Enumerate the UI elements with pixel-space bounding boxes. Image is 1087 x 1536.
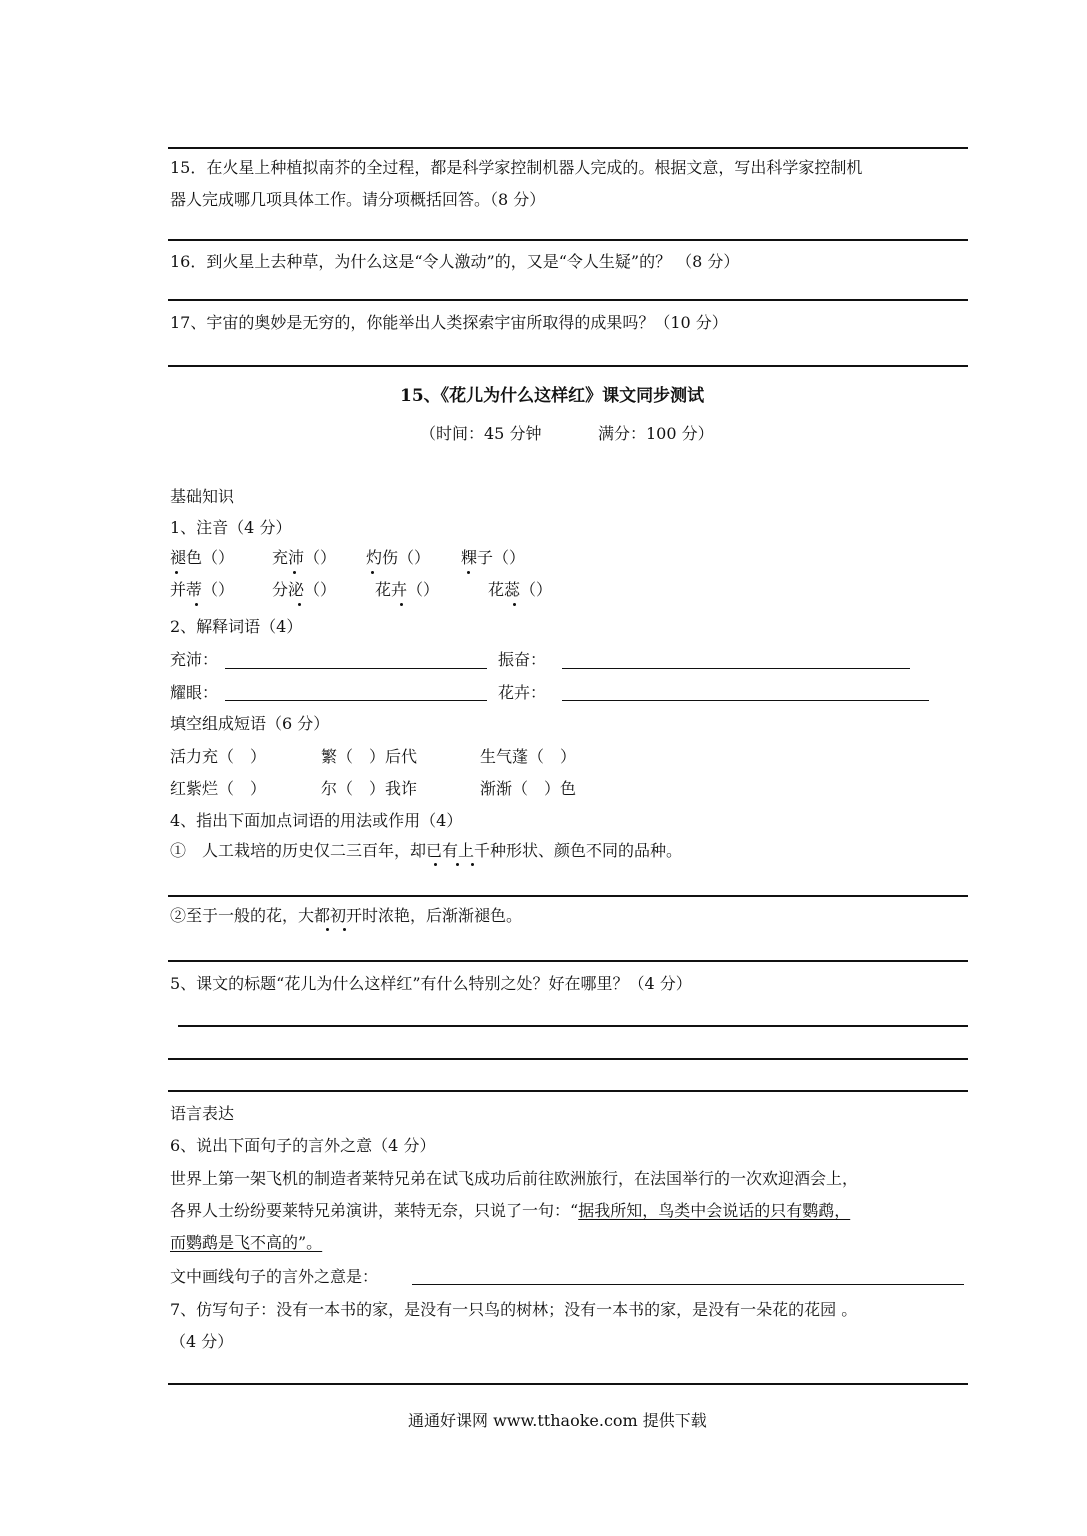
underlined-sentence-end: 而鹦鹉是飞不高的”。 — [170, 1233, 323, 1252]
answer-line — [168, 1383, 968, 1385]
emphasis-dot — [298, 603, 301, 606]
answer-line — [168, 365, 968, 367]
sentence-2: ②至于一般的花，大都初开时浓艳，后渐渐褪色。 — [170, 906, 523, 925]
pinyin-item: 褪色（） — [170, 548, 235, 567]
answer-blank — [562, 668, 910, 669]
emphasis-dot — [195, 603, 198, 606]
answer-line — [168, 299, 968, 301]
emphasis-dot — [343, 928, 346, 931]
phrase-item: 繁（ ）后代 — [321, 747, 418, 766]
answer-line — [168, 1090, 968, 1092]
phrase-item: 红紫烂（ ） — [170, 779, 267, 798]
passage-line1: 世界上第一架飞机的制造者莱特兄弟在试飞成功后前往欧洲旅行，在法国举行的一次欢迎酒会上， — [170, 1169, 859, 1188]
pinyin-item: 花卉（） — [375, 580, 440, 599]
part-7-line2: （4 分） — [170, 1332, 234, 1351]
passage-line2 — [170, 1201, 850, 1221]
pinyin-item: 充沛（） — [272, 548, 337, 567]
pinyin-item: 灼伤（） — [366, 548, 431, 567]
pinyin-item: 花蕊（） — [488, 580, 553, 599]
emphasis-dot — [326, 928, 329, 931]
part-5-title: 5、课文的标题“花儿为什么这样红”有什么特别之处？好在哪里？（4 分） — [170, 974, 692, 993]
exam-score: 满分：100 分） — [598, 424, 714, 443]
phrase-item: 活力充（ ） — [170, 747, 267, 766]
term-label: 耀眼： — [170, 683, 219, 702]
emphasis-dot — [400, 603, 403, 606]
term-label: 花卉： — [498, 683, 547, 702]
part-2-title: 2、解释词语（4） — [170, 617, 303, 636]
section-heading-expression: 语言表达 — [170, 1104, 235, 1123]
emphasis-dot — [456, 863, 459, 866]
term-label: 振奋： — [498, 650, 547, 669]
section-title: 15、《花儿为什么这样红》课文同步测试 — [400, 386, 705, 406]
sentence-1: ① 人工栽培的历史仅二三百年，却已有上千种形状、颜色不同的品种。 — [170, 841, 683, 860]
part-7-line1: 7、仿写句子：没有一本书的家，是没有一只鸟的树林；没有一本书的家，是没有一朵花的花园 。 — [170, 1300, 858, 1319]
question-15-line2: 器人完成哪几项具体工作。请分项概括回答。（8 分） — [170, 190, 546, 209]
passage-text: 各界人士纷纷要莱特兄弟演讲，莱特无奈，只说了一句：“ — [170, 1201, 579, 1220]
answer-line — [168, 239, 968, 241]
question-16: 16．到火星上去种草，为什么这是“令人激动”的，又是“令人生疑”的？ （8 分） — [170, 252, 740, 271]
answer-line — [168, 960, 968, 962]
answer-prompt: 文中画线句子的言外之意是： — [170, 1267, 379, 1286]
phrase-item: 生气蓬（ ） — [480, 747, 577, 766]
answer-blank — [225, 700, 487, 701]
answer-blank — [562, 700, 929, 701]
part-4-title: 4、指出下面加点词语的用法或作用（4） — [170, 811, 463, 830]
part-3-title: 填空组成短语（6 分） — [170, 714, 330, 733]
emphasis-dot — [467, 571, 470, 574]
emphasis-dot — [471, 863, 474, 866]
footer-text: 通通好课网 www.tthaoke.com 提供下载 — [408, 1411, 707, 1430]
term-label: 充沛： — [170, 650, 219, 669]
emphasis-dot — [434, 863, 437, 866]
phrase-item: 尔（ ）我诈 — [321, 779, 418, 798]
pinyin-item: 分泌（） — [272, 580, 337, 599]
pinyin-item: 粿子（） — [461, 548, 526, 567]
part-1-title: 1、注音（4 分） — [170, 518, 292, 537]
answer-blank — [412, 1284, 964, 1285]
divider-line — [168, 147, 968, 149]
underlined-sentence: 据我所知，鸟类中会说话的只有鹦鹉， — [578, 1201, 851, 1220]
emphasis-dot — [371, 571, 374, 574]
emphasis-dot — [293, 571, 296, 574]
emphasis-dot — [513, 603, 516, 606]
emphasis-dot — [175, 571, 178, 574]
exam-time: （时间：45 分钟 — [420, 424, 542, 443]
question-15-line1: 15．在火星上种植拟南芥的全过程，都是科学家控制机器人完成的。根据文意，写出科学家控制机 — [170, 158, 863, 177]
part-6-title: 6、说出下面句子的言外之意（4 分） — [170, 1136, 436, 1155]
answer-line — [178, 1025, 968, 1027]
answer-line — [168, 1058, 968, 1060]
pinyin-item: 并蒂（） — [170, 580, 235, 599]
phrase-item: 渐渐（ ）色 — [480, 779, 577, 798]
answer-blank — [225, 668, 487, 669]
question-17: 17、宇宙的奥妙是无穷的，你能举出人类探索宇宙所取得的成果吗？（10 分） — [170, 313, 728, 332]
section-heading-basic: 基础知识 — [170, 487, 235, 506]
answer-line — [168, 895, 968, 897]
